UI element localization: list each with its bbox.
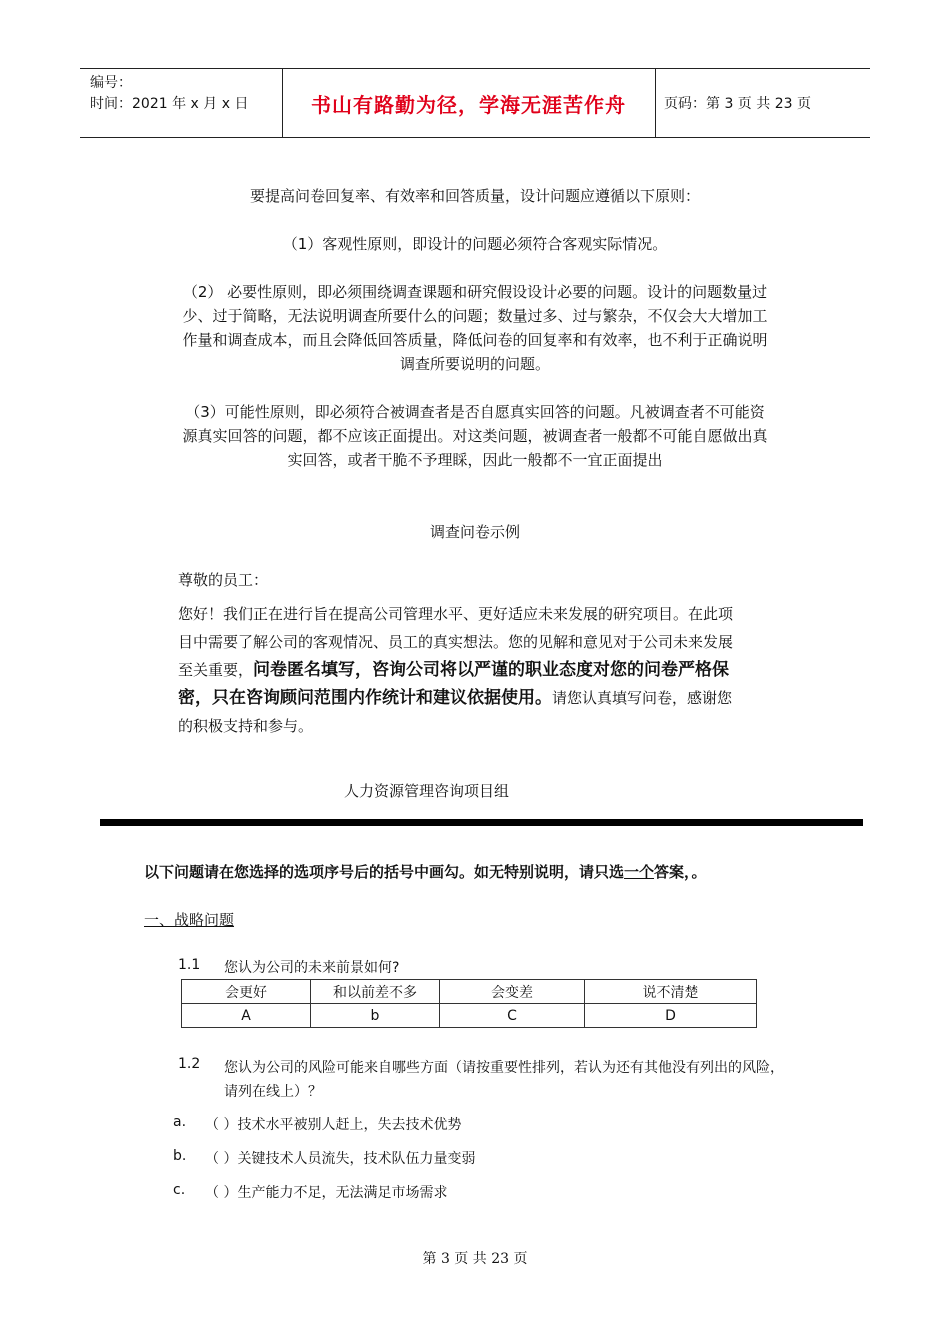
question-1-2-number: 1.2 bbox=[178, 1056, 201, 1072]
option-code[interactable]: A bbox=[182, 1004, 311, 1028]
principle-2 bbox=[0, 280, 950, 376]
section-heading: 一、战略问题 bbox=[144, 911, 235, 929]
option-label: a. bbox=[173, 1114, 187, 1130]
option-item[interactable]: （ ）关键技术人员流失，技术队伍力量变弱 bbox=[205, 1151, 476, 1167]
page-footer: 第 3 页 共 23 页 bbox=[422, 1251, 528, 1267]
question-1-1-text: 您认为公司的未来前景如何? bbox=[224, 960, 400, 976]
letter-emphasis: 密，只在咨询顾问范围内作统计和建议依据使用。 bbox=[178, 688, 552, 708]
header-meta bbox=[90, 73, 248, 115]
option-code[interactable]: C bbox=[440, 1004, 585, 1028]
question-1-1-table bbox=[181, 979, 757, 1028]
sample-title: 调查问卷示例 bbox=[429, 523, 520, 541]
table-header-cell: 说不清楚 bbox=[585, 980, 757, 1004]
option-code[interactable]: D bbox=[585, 1004, 757, 1028]
table-header-cell: 会变差 bbox=[440, 980, 585, 1004]
letter-emphasis: 问卷匿名填写，咨询公司将以严谨的职业态度对您的问卷严格保 bbox=[253, 660, 730, 680]
table-row bbox=[182, 1004, 757, 1028]
instruction bbox=[144, 861, 707, 882]
table-header-cell: 和以前差不多 bbox=[311, 980, 440, 1004]
section-divider bbox=[100, 819, 863, 826]
principle-1: （1）客观性原则，即设计的问题必须符合客观实际情况。 bbox=[282, 235, 668, 253]
document-number-label: 编号： bbox=[90, 75, 132, 91]
principle-3-line: 实回答，或者干脆不予理睬，因此一般都不一宜正面提出 bbox=[287, 451, 663, 469]
option-item[interactable]: （ ）生产能力不足，无法满足市场需求 bbox=[205, 1185, 448, 1201]
instruction-text: 答案，。 bbox=[654, 863, 707, 881]
principle-2-line: 少、过于简略，无法说明调查所要什么的问题；数量过多、过与繁杂，不仅会大大增加工 bbox=[182, 307, 768, 325]
instruction-text: 以下问题请在您选择的选项序号后的括号中画勾。如无特别说明，请只选 bbox=[144, 863, 625, 881]
option-code[interactable]: b bbox=[311, 1004, 440, 1028]
letter-text: 至关重要， bbox=[178, 661, 254, 679]
letter-line: 您好！我们正在进行旨在提高公司管理水平、更好适应未来发展的研究项目。在此项 bbox=[178, 605, 734, 623]
table-header-cell: 会更好 bbox=[182, 980, 311, 1004]
letter-body bbox=[178, 600, 818, 740]
instruction-underlined: 一个 bbox=[624, 863, 655, 881]
header-motto: 书山有路勤为径，学海无涯苦作舟 bbox=[311, 92, 626, 117]
principle-3-line: 源真实回答的问题，都不应该正面提出。对这类问题，被调查者一般都不可能自愿做出真 bbox=[182, 427, 768, 445]
letter-text: 请您认真填写问卷，感谢您 bbox=[552, 689, 733, 707]
header-page-info: 页码：第 3 页 共 23 页 bbox=[664, 96, 811, 112]
header-divider bbox=[655, 69, 656, 137]
question-line: 您认为公司的风险可能来自哪些方面（请按重要性排列，若认为还有其他没有列出的风险， bbox=[224, 1060, 784, 1076]
letter-line: 目中需要了解公司的客观情况、员工的真实想法。您的见解和意见对于公司未来发展 bbox=[178, 633, 734, 651]
principle-2-line: （2） 必要性原则，即必须围绕调查课题和研究假设设计必要的问题。设计的问题数量过 bbox=[182, 283, 768, 301]
principle-3 bbox=[0, 400, 950, 472]
option-item[interactable]: （ ）技术水平被别人赶上，失去技术优势 bbox=[205, 1117, 462, 1133]
table-header-row bbox=[182, 980, 757, 1004]
option-label: c. bbox=[173, 1182, 186, 1198]
page-header bbox=[80, 68, 870, 138]
principle-3-line: （3）可能性原则，即必须符合被调查者是否自愿真实回答的问题。凡被调查者不可能资 bbox=[185, 403, 765, 421]
question-line: 请列在线上）？ bbox=[224, 1084, 322, 1100]
letter-line: 的积极支持和参与。 bbox=[178, 717, 314, 735]
option-label: b. bbox=[173, 1148, 187, 1164]
document-time: 时间：2021 年 x 月 x 日 bbox=[90, 96, 249, 112]
principle-2-line: 作量和调查成本，而且会降低回答质量，降低问卷的回复率和有效率，也不利于正确说明 bbox=[182, 331, 768, 349]
principle-2-line: 调查所要说明的问题。 bbox=[399, 355, 550, 373]
intro-text: 要提高问卷回复率、有效率和回答质量，设计问题应遵循以下原则： bbox=[249, 187, 700, 205]
question-1-1-number: 1.1 bbox=[178, 957, 201, 973]
question-1-2-text bbox=[224, 1056, 824, 1104]
letter-line bbox=[178, 656, 818, 684]
letter-line bbox=[178, 684, 818, 712]
signature: 人力资源管理咨询项目组 bbox=[344, 782, 510, 800]
greeting: 尊敬的员工： bbox=[178, 571, 269, 589]
